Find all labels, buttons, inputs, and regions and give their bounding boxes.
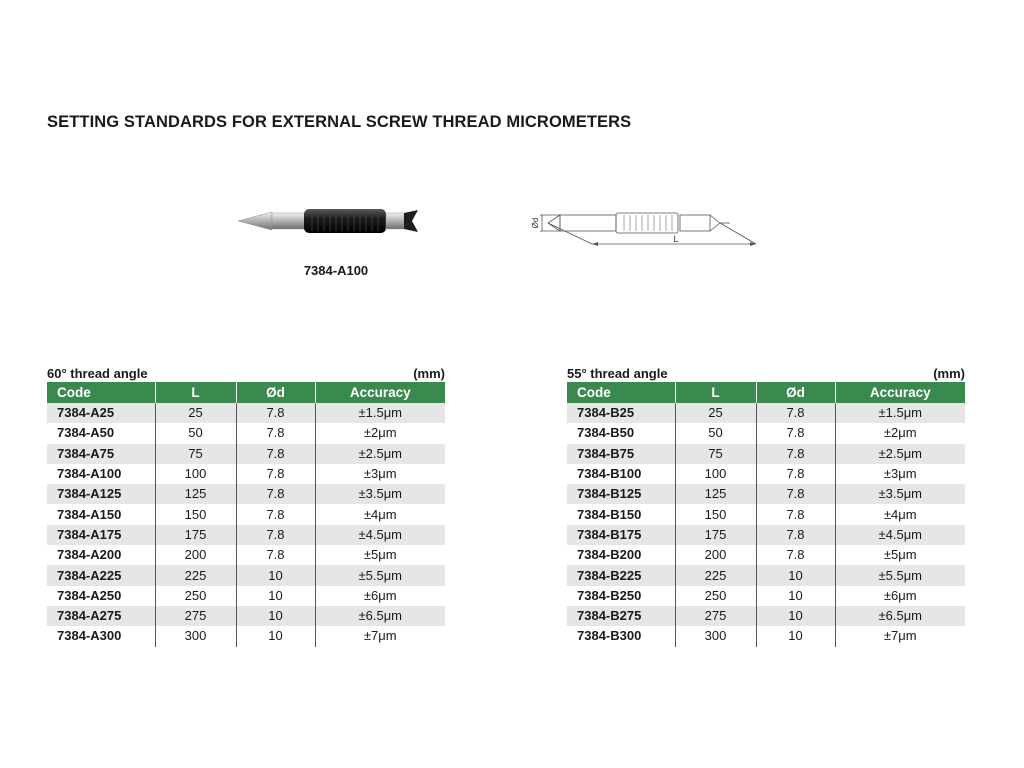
cell-diameter: 10 xyxy=(236,606,315,626)
cell-diameter: 10 xyxy=(756,565,835,585)
table-row xyxy=(567,484,965,504)
cell-accuracy: ±1.5μm xyxy=(878,405,923,421)
cell-code: 7384-A300 xyxy=(47,626,155,646)
table-row xyxy=(47,545,445,565)
table-row xyxy=(567,606,965,626)
cell-code: 7384-B25 xyxy=(567,403,675,423)
cell-code: 7384-A275 xyxy=(47,606,155,626)
column-header-accuracy: Accuracy xyxy=(835,382,965,403)
table-row xyxy=(567,504,965,524)
cell-code: 7384-B100 xyxy=(567,464,675,484)
cell-accuracy: ±7μm xyxy=(883,628,917,644)
cell-length: 150 xyxy=(155,504,236,524)
cell-accuracy: ±4.5μm xyxy=(878,526,923,542)
cell-accuracy: ±4μm xyxy=(363,506,397,522)
cell-length: 125 xyxy=(155,484,236,504)
cell-code: 7384-A200 xyxy=(47,545,155,565)
table-60-deg xyxy=(47,364,445,647)
table-row xyxy=(47,525,445,545)
cell-code: 7384-B200 xyxy=(567,545,675,565)
cell-length: 275 xyxy=(155,606,236,626)
cell-diameter: 7.8 xyxy=(756,525,835,545)
cell-diameter: 7.8 xyxy=(236,545,315,565)
column-header-diameter: Ød xyxy=(756,382,835,403)
cell-length: 50 xyxy=(155,423,236,443)
column-header-accuracy: Accuracy xyxy=(315,382,445,403)
cell-diameter: 7.8 xyxy=(236,504,315,524)
cell-code: 7384-B125 xyxy=(567,484,675,504)
cell-diameter: 7.8 xyxy=(756,464,835,484)
cell-accuracy: ±5μm xyxy=(883,547,917,563)
cell-accuracy: ±3.5μm xyxy=(358,486,403,502)
dimension-drawing xyxy=(530,200,762,256)
table-row xyxy=(567,586,965,606)
cell-length: 25 xyxy=(155,403,236,423)
cell-length: 300 xyxy=(155,626,236,646)
cell-length: 200 xyxy=(675,545,756,565)
table-row xyxy=(567,423,965,443)
spec-table xyxy=(567,382,965,647)
table-row xyxy=(567,403,965,423)
cell-accuracy: ±3.5μm xyxy=(878,486,923,502)
thread-angle-label: 60° thread angle xyxy=(47,366,148,381)
cell-length: 100 xyxy=(155,464,236,484)
cell-code: 7384-A175 xyxy=(47,525,155,545)
table-row xyxy=(567,565,965,585)
cell-accuracy: ±3μm xyxy=(363,466,397,482)
spec-table xyxy=(47,382,445,647)
cell-diameter: 7.8 xyxy=(756,423,835,443)
cell-accuracy: ±1.5μm xyxy=(358,405,403,421)
cell-accuracy: ±2μm xyxy=(883,425,917,441)
cell-code: 7384-A225 xyxy=(47,565,155,585)
cell-diameter: 7.8 xyxy=(756,403,835,423)
cell-length: 200 xyxy=(155,545,236,565)
page-title: SETTING STANDARDS FOR EXTERNAL SCREW THREAD MICROMETERS xyxy=(47,113,632,131)
cell-accuracy: ±5.5μm xyxy=(878,567,923,583)
column-header-code: Code xyxy=(47,382,155,403)
cell-diameter: 7.8 xyxy=(236,464,315,484)
column-header-code: Code xyxy=(567,382,675,403)
cell-accuracy: ±5μm xyxy=(363,547,397,563)
table-row xyxy=(567,626,965,646)
cell-length: 175 xyxy=(155,525,236,545)
column-header-l: L xyxy=(155,382,236,403)
cell-diameter: 10 xyxy=(756,626,835,646)
cell-accuracy: ±2μm xyxy=(363,425,397,441)
cell-diameter: 7.8 xyxy=(756,484,835,504)
cell-code: 7384-A125 xyxy=(47,484,155,504)
table-row xyxy=(567,545,965,565)
table-row xyxy=(47,464,445,484)
cell-length: 250 xyxy=(675,586,756,606)
cell-accuracy: ±6μm xyxy=(363,587,397,603)
cell-code: 7384-B275 xyxy=(567,606,675,626)
cell-code: 7384-B50 xyxy=(567,423,675,443)
table-row xyxy=(47,626,445,646)
cell-code: 7384-A50 xyxy=(47,423,155,443)
table-55-deg xyxy=(567,364,965,647)
cell-accuracy: ±6.5μm xyxy=(878,608,923,624)
cell-code: 7384-A75 xyxy=(47,444,155,464)
cell-diameter: 7.8 xyxy=(236,423,315,443)
cell-diameter: 7.8 xyxy=(236,403,315,423)
table-row xyxy=(47,403,445,423)
cell-accuracy: ±4.5μm xyxy=(358,526,403,542)
cell-code: 7384-A25 xyxy=(47,403,155,423)
cell-accuracy: ±4μm xyxy=(883,506,917,522)
setting-standard-photo xyxy=(232,198,428,244)
table-row xyxy=(567,444,965,464)
cell-code: 7384-B250 xyxy=(567,586,675,606)
cell-code: 7384-B75 xyxy=(567,444,675,464)
table-row xyxy=(47,504,445,524)
cell-length: 175 xyxy=(675,525,756,545)
cell-length: 25 xyxy=(675,403,756,423)
cell-code: 7384-A250 xyxy=(47,586,155,606)
table-row xyxy=(47,423,445,443)
photo-caption: 7384-A100 xyxy=(303,263,369,278)
table-row xyxy=(47,484,445,504)
cell-diameter: 7.8 xyxy=(236,444,315,464)
cell-diameter: 10 xyxy=(756,606,835,626)
cell-length: 150 xyxy=(675,504,756,524)
table-row xyxy=(47,606,445,626)
cell-length: 300 xyxy=(675,626,756,646)
cell-length: 100 xyxy=(675,464,756,484)
cell-length: 125 xyxy=(675,484,756,504)
cell-length: 75 xyxy=(155,444,236,464)
cell-diameter: 7.8 xyxy=(756,545,835,565)
cell-accuracy: ±5.5μm xyxy=(358,567,403,583)
table-row xyxy=(567,464,965,484)
cell-accuracy: ±7μm xyxy=(363,628,397,644)
cell-diameter: 10 xyxy=(236,586,315,606)
cell-length: 250 xyxy=(155,586,236,606)
cell-accuracy: ±6.5μm xyxy=(358,608,403,624)
cell-diameter: 7.8 xyxy=(236,484,315,504)
column-header-diameter: Ød xyxy=(236,382,315,403)
cell-diameter: 7.8 xyxy=(756,444,835,464)
cell-accuracy: ±2.5μm xyxy=(878,445,923,461)
table-row xyxy=(567,525,965,545)
cell-accuracy: ±6μm xyxy=(883,587,917,603)
cell-code: 7384-B175 xyxy=(567,525,675,545)
length-label: L xyxy=(673,234,679,244)
table-row xyxy=(47,586,445,606)
cell-diameter: 10 xyxy=(236,626,315,646)
header-row xyxy=(567,382,965,403)
cell-length: 75 xyxy=(675,444,756,464)
cell-length: 225 xyxy=(155,565,236,585)
header-row xyxy=(47,382,445,403)
cell-code: 7384-B150 xyxy=(567,504,675,524)
cell-diameter: 7.8 xyxy=(756,504,835,524)
table-row xyxy=(47,565,445,585)
cell-code: 7384-A100 xyxy=(47,464,155,484)
cell-accuracy: ±3μm xyxy=(883,466,917,482)
cell-diameter: 7.8 xyxy=(236,525,315,545)
cell-diameter: 10 xyxy=(756,586,835,606)
cell-diameter: 10 xyxy=(236,565,315,585)
cell-accuracy: ±2.5μm xyxy=(358,445,403,461)
cell-length: 50 xyxy=(675,423,756,443)
cell-code: 7384-B300 xyxy=(567,626,675,646)
cell-length: 225 xyxy=(675,565,756,585)
diameter-label: Ød xyxy=(531,217,540,229)
cell-code: 7384-B225 xyxy=(567,565,675,585)
table-row xyxy=(47,444,445,464)
cell-code: 7384-A150 xyxy=(47,504,155,524)
unit-label: (mm) xyxy=(413,366,445,381)
thread-angle-label: 55° thread angle xyxy=(567,366,668,381)
cell-length: 275 xyxy=(675,606,756,626)
column-header-l: L xyxy=(675,382,756,403)
unit-label: (mm) xyxy=(933,366,965,381)
